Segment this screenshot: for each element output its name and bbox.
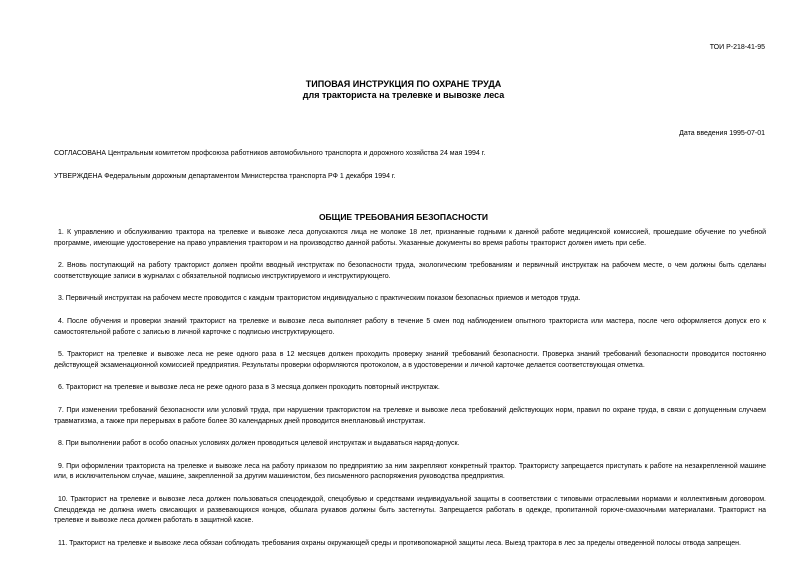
paragraph-2: 2. Вновь поступающий на работу тракторист должен пройти вводный инструктаж по безопасности труда, экологическим требованиям и первичный инструктаж на рабочем месте, о чем должны быть сделаны соответствующие записи в журналах с обязательной подписью инструктируемого и инструктирующего. [54, 262, 766, 280]
paragraph-4: 4. После обучения и проверки знаний тракторист на трелевке и вывозке леса выполняет работу в течение 5 смен под наблюдением опытного тракториста или мастера, после чего оформляется допуск его к самостоятельной работе с записью в личной карточке с подписью инструктирующего. [54, 317, 766, 336]
paragraph-5: 5. Тракторист на трелевке и вывозке леса не реже одного раза в 12 месяцев должен проходить проверку знаний требований безопасности. Проверка знаний требований безопасности проводится постоянно действующей экзаменационной комиссией предприятия. Результаты проверки оформляются протоколом, а в удостоверении и личной карточке делается соответствующая отметка. [54, 351, 766, 369]
title-line-2: для тракториста на трелевке и вывозке леса [302, 90, 505, 100]
paragraph-1: 1. К управлению и обслуживанию трактора на трелевке и вывозке леса допускаются лица не моложе 18 лет, признанные годными к данной работе медицинской комиссией, прошедшие обучение по учебной программе, имеющие удостоверение на право управления трактором и на производство данной работы. Указанные документы во время работы тракторист должен иметь при себе. [54, 229, 766, 247]
paragraph-3: 3. Первичный инструктаж на рабочем месте проводится с каждым трактористом индивидуально с практическим показом безопасных приемов и методов труда. [58, 295, 581, 303]
title-line-1: ТИПОВАЯ ИНСТРУКЦИЯ ПО ОХРАНЕ ТРУДА [305, 79, 502, 89]
section-title: ОБЩИЕ ТРЕБОВАНИЯ БЕЗОПАСНОСТИ [318, 212, 489, 222]
paragraph-8: 8. При выполнении работ в особо опасных условиях должен проводиться целевой инструктаж и выдаваться наряд-допуск. [58, 440, 460, 448]
document-number: ТОИ Р-218-41-95 [709, 44, 765, 51]
approval-approved: УТВЕРЖДЕНА Федеральным дорожным департаментом Министерства транспорта РФ 1 декабря 1994 г. [54, 173, 396, 180]
effective-date: Дата введения 1995-07-01 [679, 130, 765, 137]
section-body [54, 228, 766, 561]
paragraph-6: 6. Тракторист на трелевке и вывозке леса не реже одного раза в 3 месяца должен проходить повторный инструктаж. [58, 384, 440, 392]
approval-agreed: СОГЛАСОВАНА Центральным комитетом профсоюза работников автомобильного транспорта и дорожного хозяйства 24 мая 1994 г. [54, 150, 486, 157]
document-title [0, 79, 807, 101]
paragraph-10: 10. Тракторист на трелевке и вывозке леса должен пользоваться спецодеждой, спецобувью и средствами индивидуальной защиты в соответствии с типовыми отраслевыми нормами и коллективным договором. Спецодежда не должна иметь свисающих и развевающихся концов, обшлага рукавов должны быть застегнуты. Запрещается работать в одежде, пропитанной горюче-смазочными материалами. Тракторист на трелевке и вывозке леса должен работать в защитной каске. [54, 495, 766, 525]
paragraph-9: 9. При оформлении тракториста на трелевке и вывозке леса на работу приказом по предприятию за ним закрепляют конкретный трактор. Трактористу запрещается приступать к работе на незакрепленной машине или, в исключительном случае, машине, закрепленной за другим машинистом, без письменного распоряжения руководства предприятия. [54, 462, 766, 481]
paragraph-11: 11. Тракторист на трелевке и вывозке леса обязан соблюдать требования охраны окружающей среды и противопожарной защиты леса. Выезд трактора в лес за пределы отведенной полосы отвода запрещен. [58, 539, 741, 547]
paragraph-7: 7. При изменении требований безопасности или условий труда, при нарушении трактористом на трелевке и вывозке леса требований действующих норм, правил по охране труда, в связи с допущенным случаем травматизма, а также при перерывах в работе более 30 календарных дней проводится внеплановый инструктаж. [54, 406, 766, 425]
